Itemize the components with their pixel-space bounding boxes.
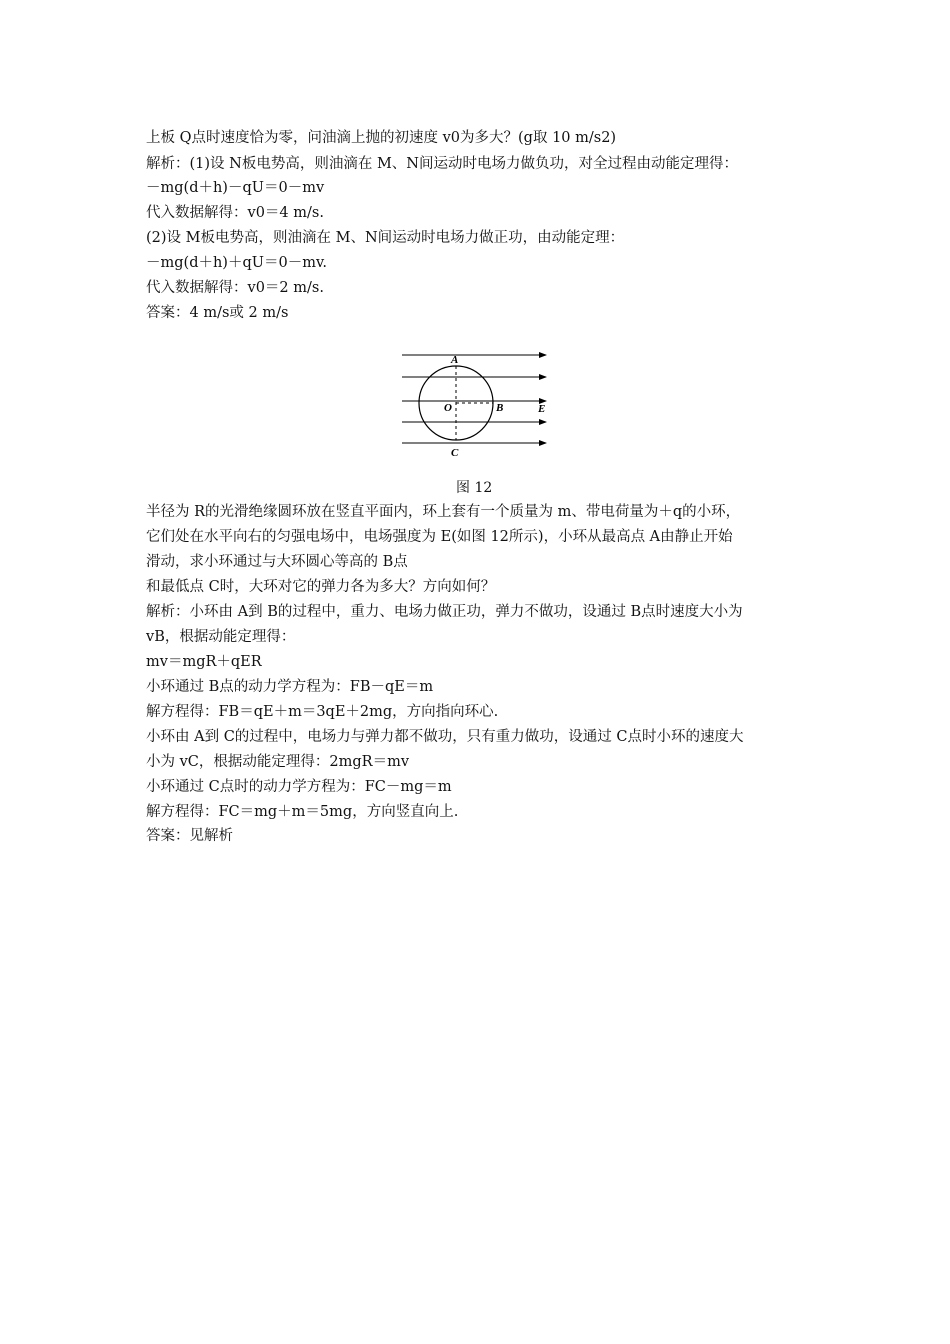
label-e: E [538,403,546,415]
problem2-analysis-line: 解方程得：FB＝qE＋m＝3qE＋2mg，方向指向环心. [146,704,499,720]
ring-in-field-diagram [400,350,555,460]
label-a: A [451,354,459,366]
label-b: B [496,402,504,414]
problem2-analysis-line: 小为 vC，根据动能定理得：2mgR＝mv [146,754,410,770]
problem2-analysis-line: 解方程得：FC＝mg＋m＝5mg，方向竖直向上. [146,804,459,820]
problem2-analysis-line: 小环通过 C点时的动力学方程为：FC－mg＝m [146,779,452,795]
problem1-analysis-1: 解析：(1)设 N板电势高，则油滴在 M、N间运动时电场力做负功，对全过程由动能定理得： [146,156,738,172]
label-c: C [451,447,459,459]
problem1-result-2: 代入数据解得：v0＝2 m/s. [146,280,324,296]
problem1-equation-1: －mg(d＋h)－qU＝0－mv [146,180,325,196]
label-o: O [444,402,452,414]
problem2-answer: 答案：见解析 [146,828,233,844]
problem1-result-1: 代入数据解得：v0＝4 m/s. [146,205,324,221]
problem1-answer: 答案：4 m/s或 2 m/s [146,305,289,321]
problem2-question-line: 它们处在水平向右的匀强电场中，电场强度为 E(如图 12所示)，小环从最高点 A由静止开始 [146,529,733,545]
problem1-analysis-2: (2)设 M板电势高，则油滴在 M、N间运动时电场力做正功，由动能定理： [146,230,625,246]
problem2-question-line: 和最低点 C时，大环对它的弹力各为多大？方向如何？ [146,579,496,595]
problem2-analysis-line: mv＝mgR＋qER [146,654,262,670]
problem2-analysis-line: 小环由 A到 C的过程中，电场力与弹力都不做功，只有重力做功，设通过 C点时小环的速度大 [146,729,744,745]
figure-caption: 图 12 [456,480,493,496]
field-lines [402,355,546,443]
problem1-equation-2: －mg(d＋h)＋qU＝0－mv. [146,255,328,271]
problem2-analysis-line: 小环通过 B点的动力学方程为：FB－qE＝m [146,679,434,695]
problem1-question-tail: 上板 Q点时速度恰为零，问油滴上抛的初速度 v0为多大？(g取 10 m/s2) [146,130,617,146]
problem2-analysis-line: 解析：小环由 A到 B的过程中，重力、电场力做正功，弹力不做功，设通过 B点时速度大小为 [146,604,743,620]
problem2-analysis-line: vB，根据动能定理得： [146,629,296,645]
problem2-question-line: 半径为 R的光滑绝缘圆环放在竖直平面内，环上套有一个质量为 m、带电荷量为＋q的小环， [146,504,741,520]
problem2-question-line: 滑动，求小环通过与大环圆心等高的 B点 [146,554,408,570]
